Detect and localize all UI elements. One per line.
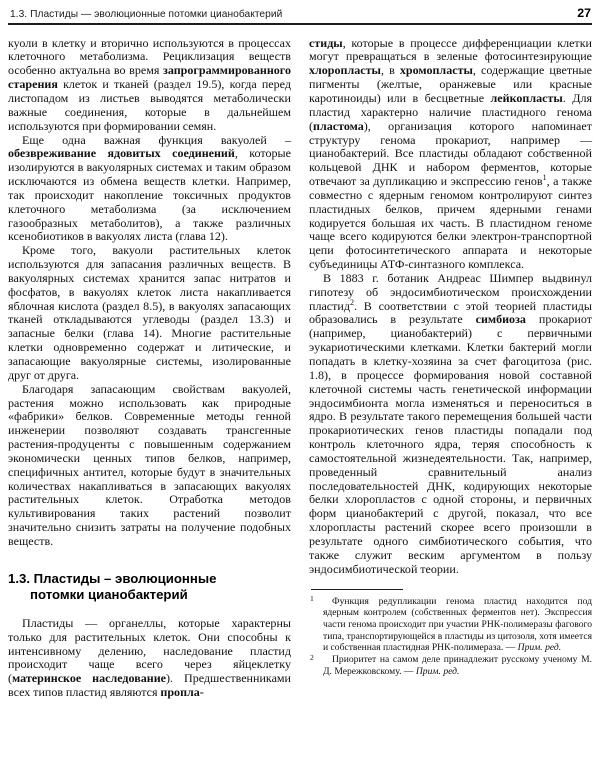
bold-term: хромопласты [399,63,473,78]
footnote-list [309,596,592,678]
footnote-separator-rule [311,589,403,590]
section-heading [8,571,291,604]
footnote-marker: 1 [310,594,314,604]
text-run: , в [380,63,400,78]
italic-text: Прим. ред. [415,665,460,677]
text-run: прокариот (например, цианобактерий) с первичными эукариотическими клетками. Клетки бактерий могли попадать в клетку-хозяина за счет фагоцитоза (рис. 1.8), в процессе формирования новой составной клеточной системы часть генетической информации эндосимбионта могла изменяться и переноситься в ядро. В результате такого перемещения большей части прокариотических генов пластиды попадали под контроль клеточного ядра, теряя способность к самостоятельной жизнедеятельности. Так, например, проведенный сравнительный анализ последовательностей ДНК, кодирующих некоторые белки хлоропластов с одной стороны, и первичных форм цианобактерий с другой, показал, что все хлоропласты растений скорее всего произошли в результате одного симбиотического события, что также служит веским аргументом в пользу эндосимбиотической теории. [309,312,592,576]
right-column-paragraphs [309,37,592,577]
footnote-reference: 2 [350,297,354,307]
text-run: Еще одна важная функция вакуолей – [22,132,291,147]
left-column-paragraphs-after-heading [8,617,291,700]
text-run: Кроме того, вакуоли растительных клеток используются для запасания различных веществ. В вакуолярных системах хранится запас нитратов и фосфатов, в вакуолях клеток листа накапливается яблочная кислота (раздел 8.5), в вакуолях запасающих тканей откладываются углеводы (раздел 13.3) и запасные белки (глава 14). Многие растительные клетки одновременно содержат и литические, и запасающие вакуолярные системы, изолированные друг от друга. [8,243,291,382]
running-head-title: 1.3. Пластиды — эволюционные потомки цианобактерий [10,9,283,20]
header-rule [8,23,592,25]
text-run: куоли в клетку и вторично используются в процессах клеточного метаболизма. Рециклизация веществ особенно актуальна во время [8,35,291,78]
text-run: ). Предшественниками всех типов пластид являются [8,671,291,700]
text-run: ), организация которого напоминает структуру генома прокариот, например — цианобактерий. Все пластиды обладают собственной кольцевой ДНК и набором ферментов, которые отвечают за дупликацию и экспрессию генов [309,118,592,189]
text-run: Приоритет на самом деле принадлежит русскому ученому М. Д. Мережковскому. — [323,654,592,677]
body-paragraph [8,37,291,134]
bold-term: лейкопласты [490,90,563,105]
bold-term: симбиоза [475,312,526,327]
text-run: В 1883 г. ботаник Андреас Шимпер выдвинул гипотезу об эндосимбиотическом происхождении пластид [309,270,592,313]
text-run: Пластиды — органеллы, которые характерны только для растительных клеток. Они способны к интенсивному делению, наследование пластид происходит чаще всего через яйцеклетку ( [8,615,291,686]
section-heading-line-1: 1.3. Пластиды – эволюционные [8,570,217,586]
body-paragraph [8,134,291,245]
body-paragraph [8,383,291,549]
page-number: 27 [577,6,591,20]
body-columns [8,37,592,700]
section-heading-line-2: потомки цианобактерий [30,587,188,603]
text-run: , а также совместно с ядерным геномом контролируют синтез пластидных белков, причем ядерными генами кодируется большая их часть. В пластидном геноме чаще всего кодируются белки электрон-транспортной цепи фотосинтетического аппарата и некоторые субъединицы АТФ-синтазного комплекса. [309,174,592,272]
bold-term: материнское наследование [12,671,167,686]
footnotes [309,589,592,678]
left-column [8,37,291,700]
italic-text: Прим. ред. [517,642,562,654]
text-run: . В соответствии с этой теорией пластиды образовались в результате [309,298,592,327]
bold-term: запрограммированного старения [8,63,291,92]
text-run: клеток и тканей (раздел 19.5), когда перед листопадом из листьев выводятся метаболически важные соединения, которые в дальнейшем используются при формировании семян. [8,77,291,133]
left-column-paragraphs [8,37,291,549]
bold-term: стиды [309,35,343,50]
text-run: , содержащие цветные пигменты (желтые, оранжевые или красные каротиноиды) или в бесцветные [309,63,592,105]
right-column [309,37,592,678]
text-run: , которые изолируются в вакуолярных системах и таким образом исключаются из обмена веществ клетки. Например, так происходит накопление токсичных продуктов клеточного метаболизма (за исключением газообразных метаболитов), а также различных ксенобиотиков в вакуолях листа (глава 12). [8,146,291,244]
footnote-item [309,654,592,677]
text-run: . Для пластид характерно наличие пластидного генома ( [309,90,592,133]
running-head [8,0,592,20]
bold-term: обезвреживание ядовитых соединений [8,146,235,161]
body-paragraph [8,617,291,700]
text-run: , которые в процессе дифференциации клетки могут превращаться в зеленые фотосинтезирующие [309,35,592,64]
body-paragraph [8,244,291,382]
bold-term: пластома [313,118,364,133]
footnote-reference: 1 [542,173,547,183]
body-paragraph [309,272,592,577]
text-run: Благодаря запасающим свойствам вакуолей, растения можно использовать как природные «фабрики» белков. Современные методы генной инженерии позволяют создавать трансгенные растения-продуценты с повышенным содержанием экономически ценных типов белков, например, специфичных антител, которые будут в значительных количествах накапливаться в запасающих вакуолях растительных клеток. Отработка методов культивирования таких растений позволит значительно снизить затраты на получение подобных веществ. [8,381,291,548]
text-run: Функция редупликации генома пластид находится под ядерным контролем (собственных ферментов нет). Экспрессия части генома происходит при участии РНК-полимеразы фагового типа, транспортирующейся в пластиды из цитозоля, хотя имеется и собственная пластидная РНК-полимераза. — [323,595,592,654]
body-paragraph [309,37,592,272]
footnote-item [309,596,592,654]
bold-term: пропла- [160,685,204,700]
bold-term: хлоропласты [309,63,381,78]
footnote-marker: 2 [310,652,314,662]
